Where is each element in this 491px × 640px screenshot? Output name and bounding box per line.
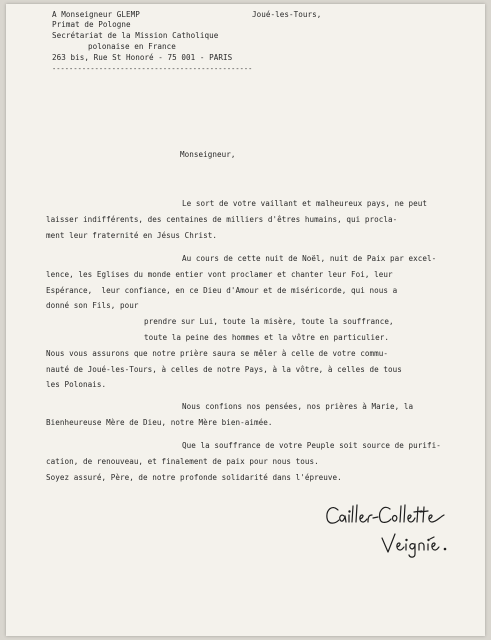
salutation: Monseigneur, bbox=[180, 150, 236, 159]
recipient-line-5: 263 bis, Rue St Honoré - 75 001 - PARIS bbox=[52, 53, 233, 62]
body-line: prendre sur Lui, toute la misère, toute la souffrance, bbox=[144, 317, 394, 326]
body-line: Nous confions nos pensées, nos prières à Marie, la bbox=[182, 402, 414, 411]
place-date: Joué-les-Tours, bbox=[252, 10, 322, 19]
recipient-rule: ----------------------------------------------- bbox=[52, 65, 253, 73]
body-line: Espérance, leur confiance, en ce Dieu d'Amour et de miséricorde, qui nous a bbox=[46, 286, 398, 295]
body-line: Nous vous assurons que notre prière saura se mêler à celle de votre commu- bbox=[46, 349, 389, 358]
body-line: donné son Fils, pour bbox=[46, 301, 139, 310]
body-line: Bienheureuse Mère de Dieu, notre Mère bien-aimée. bbox=[46, 418, 273, 427]
body-line: Que la souffrance de votre Peuple soit source de purifi- bbox=[182, 441, 441, 450]
recipient-line-2: Primat de Pologne bbox=[52, 20, 131, 29]
handwritten-signature bbox=[324, 498, 464, 558]
letter-sheet bbox=[6, 4, 485, 636]
recipient-line-4: polonaise en France bbox=[88, 42, 176, 51]
body-line: nauté de Joué-les-Tours, à celles de notre Pays, à la vôtre, à celles de tous bbox=[46, 365, 402, 374]
body-line: toute la peine des hommes et la vôtre en particulier. bbox=[144, 333, 389, 342]
body-line: cation, de renouveau, et finalement de paix pour nous tous. bbox=[46, 457, 319, 466]
body-line: Soyez assuré, Père, de notre profonde solidarité dans l'épreuve. bbox=[46, 473, 342, 482]
body-line: les Polonais. bbox=[46, 380, 107, 389]
body-line: lence, les Eglises du monde entier vont proclamer et chanter leur Foi, leur bbox=[46, 270, 393, 279]
body-line: ment leur fraternité en Jésus Christ. bbox=[46, 231, 218, 240]
body-line: laisser indifférents, des centaines de milliers d'êtres humains, qui procla- bbox=[46, 215, 398, 224]
recipient-line-1: A Monseigneur GLEMP bbox=[52, 10, 140, 19]
body-line: Le sort de votre vaillant et malheureux pays, ne peut bbox=[182, 199, 427, 208]
recipient-line-3: Secrétariat de la Mission Catholique bbox=[52, 31, 219, 40]
body-line: Au cours de cette nuit de Noël, nuit de Paix par excel- bbox=[182, 254, 437, 263]
